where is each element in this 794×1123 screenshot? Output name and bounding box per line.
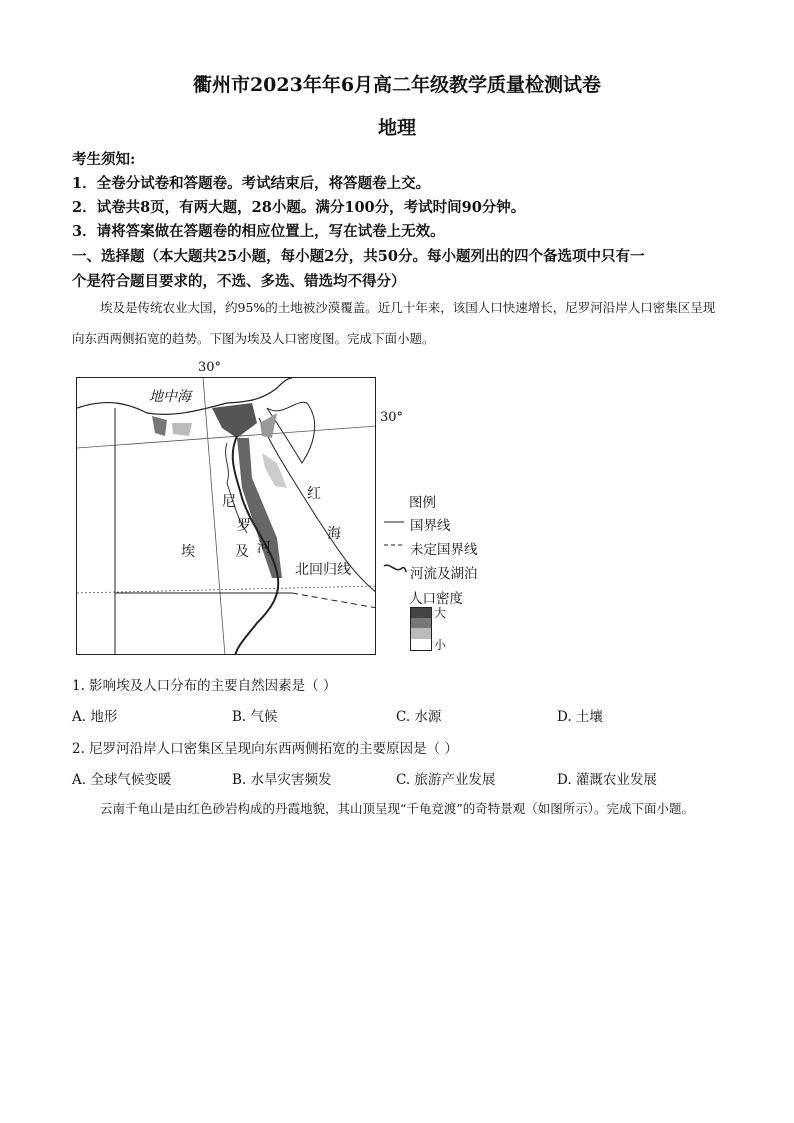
label-mediterranean: 地中海 <box>149 389 191 405</box>
delta-density-high <box>212 403 257 438</box>
density-swatch-1 <box>411 608 431 618</box>
legend-river-symbol <box>384 565 406 572</box>
q1-option-c: C. 水源 <box>396 709 442 725</box>
passage-egypt: 埃及是传统农业大国，约95%的土地被沙漠覆盖。近几十年来，该国人口快速增长，尼罗河沿岸人口密集区呈现向东西两侧拓宽的趋势。下图为埃及人口密度图。完成下面小题。 <box>72 300 716 346</box>
legend-symbols <box>382 514 408 576</box>
label-egypt-1: 埃 <box>181 544 195 560</box>
legend-high: 大 <box>434 606 447 620</box>
q2-option-c: C. 旅游产业发展 <box>396 772 496 788</box>
map-svg <box>77 378 376 655</box>
label-nile-3: 河 <box>257 540 271 556</box>
west-coast-density <box>152 416 167 436</box>
egypt-population-map <box>76 377 376 655</box>
coast-density-low <box>172 423 192 436</box>
legend-undetermined: 未定国界线 <box>410 542 478 558</box>
section-heading-line1: 一、选择题（本大题共25小题，每小题2分，共50分。每小题列出的四个备选项中只有一 <box>72 248 645 265</box>
legend-low: 小 <box>434 638 447 652</box>
q1-option-b: B. 气候 <box>232 709 278 725</box>
density-swatch-4 <box>411 639 431 650</box>
label-tropic: 北回归线 <box>295 562 351 578</box>
legend-title: 图例 <box>409 495 436 511</box>
lat-label-right: 30° <box>380 410 404 425</box>
label-red-1: 红 <box>307 486 321 502</box>
tropic-line <box>77 586 376 593</box>
legend-border: 国界线 <box>410 518 451 534</box>
q2-option-b: B. 水旱灾害频发 <box>232 772 332 788</box>
legend-density: 人口密度 <box>409 591 463 607</box>
q2-option-a: A. 全球气候变暖 <box>72 772 172 788</box>
notice-item-3: 3．请将答案做在答题卷的相应位置上，写在试卷上无效。 <box>72 223 445 240</box>
notice-heading: 考生须知: <box>72 151 136 168</box>
q2-option-d: D. 灌溉农业发展 <box>557 772 657 788</box>
label-nile-1: 尼 <box>222 494 236 510</box>
subject-title: 地理 <box>377 117 416 139</box>
exam-title: 衢州市2023年年6月高二年级教学质量检测试卷 <box>192 74 602 96</box>
q1-option-a: A. 地形 <box>72 709 118 725</box>
legend-river: 河流及湖泊 <box>410 566 478 582</box>
question-2-stem: 2. 尼罗河沿岸人口密集区呈现向东西两侧拓宽的主要原因是（ ） <box>72 741 458 757</box>
label-nile-2: 罗 <box>237 518 251 534</box>
legend-density-scale <box>410 607 432 651</box>
density-swatch-2 <box>411 618 431 628</box>
eastern-desert-density <box>262 453 287 488</box>
undetermined-border <box>292 593 376 608</box>
section-heading-line2: 个是符合题目要求的，不选、多选、错选均不得分） <box>72 273 406 290</box>
q1-option-d: D. 土壤 <box>557 709 603 725</box>
passage-qiangui: 云南千龟山是由红色砂岩构成的丹霞地貌，其山顶呈现“千龟竞渡”的奇特景观（如图所示）。完成下面小题。 <box>100 801 695 816</box>
label-egypt-2: 及 <box>235 544 249 560</box>
question-1-stem: 1. 影响埃及人口分布的主要自然因素是（ ） <box>72 678 337 694</box>
label-red-2: 海 <box>327 526 341 542</box>
density-swatch-3 <box>411 628 431 639</box>
notice-item-1: 1．全卷分试卷和答题卷。考试结束后，将答题卷上交。 <box>72 175 431 192</box>
notice-item-2: 2．试卷共8页，有两大题，28小题。满分100分，考试时间90分钟。 <box>72 199 526 216</box>
lat-label-top: 30° <box>198 360 222 375</box>
east-delta-density <box>260 413 277 438</box>
